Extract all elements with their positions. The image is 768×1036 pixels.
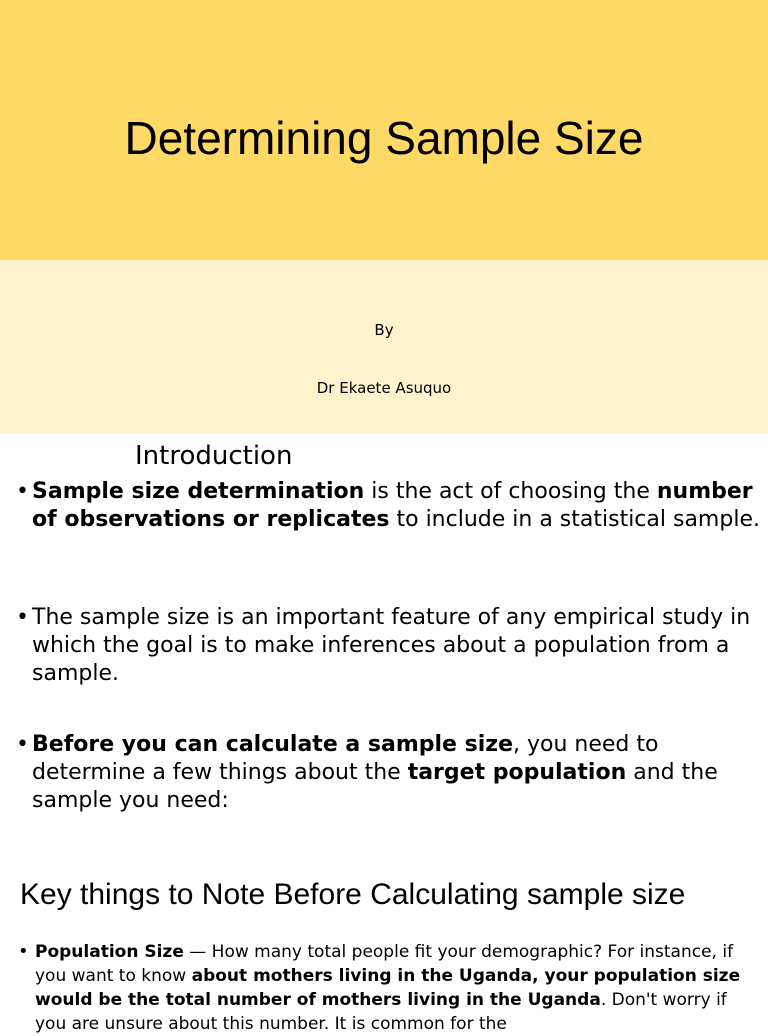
slide-title: Determining Sample Size	[124, 112, 644, 164]
bullet-sample-size-feature	[16, 604, 761, 688]
bullet-dot-icon: •	[16, 479, 29, 504]
bullet-text: The sample size is an important feature of any empirical study in which the goal is to make inferences about a population from a sample.	[32, 605, 751, 686]
introduction-heading: Introduction	[135, 441, 293, 471]
bullet-text: Sample size determination is the act of choosing the number of observations or replicates to include in a statistical sample.	[32, 479, 760, 532]
subtitle-band	[0, 260, 768, 433]
key-things-heading: Key things to Note Before Calculating sample size	[20, 878, 686, 911]
bullet-dot-icon: •	[18, 941, 29, 962]
bullet-text: Population Size — How many total people fit your demographic? For instance, if you want to know about mothers living in the Uganda, your population size would be the total number of mothers living in the Uganda. Don't worry if you are unsure about this number. It is common for the	[35, 942, 741, 1034]
bullet-sample-size-determination	[16, 478, 761, 534]
bullet-dot-icon: •	[16, 732, 29, 757]
author-name: Dr Ekaete Asuquo	[316, 379, 452, 397]
bullet-text: Before you can calculate a sample size, you need to determine a few things about the target population and the sample you need:	[32, 732, 718, 813]
bullet-before-calculate	[16, 731, 761, 815]
bullet-dot-icon: •	[16, 605, 29, 630]
by-label: By	[374, 321, 394, 339]
bullet-population-size	[18, 940, 763, 1036]
